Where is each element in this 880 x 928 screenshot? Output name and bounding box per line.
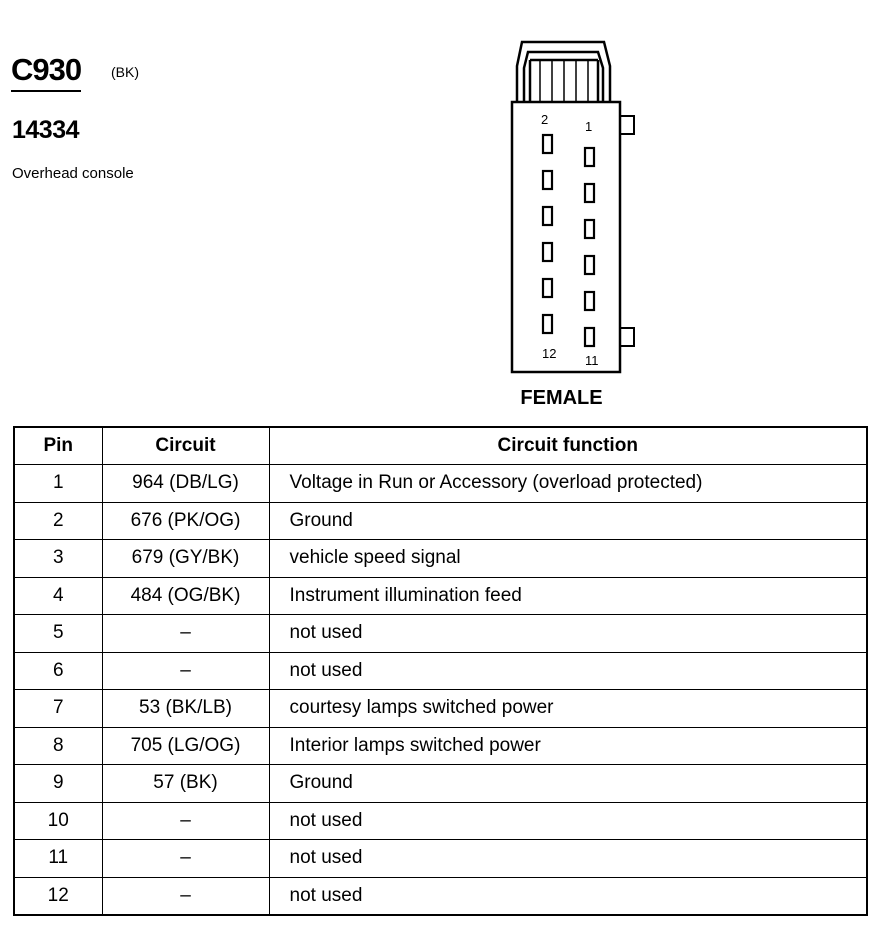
circuit-cell: – xyxy=(102,652,269,690)
table-row xyxy=(14,877,867,915)
table-row xyxy=(14,840,867,878)
pin-cell: 7 xyxy=(14,690,102,728)
pin-cell: 1 xyxy=(14,465,102,503)
function-cell: not used xyxy=(269,802,867,840)
cavity-9 xyxy=(585,292,594,310)
connector-tab-bottom xyxy=(620,328,634,346)
circuit-cell: 705 (LG/OG) xyxy=(102,727,269,765)
table-row xyxy=(14,577,867,615)
table-row xyxy=(14,502,867,540)
pin-cell: 6 xyxy=(14,652,102,690)
pin-label-1: 1 xyxy=(585,119,593,134)
pin-cell: 5 xyxy=(14,615,102,653)
table-row xyxy=(14,690,867,728)
pinout-table xyxy=(13,426,868,916)
header-circuit: Circuit xyxy=(102,427,269,465)
table-row xyxy=(14,802,867,840)
function-cell: Interior lamps switched power xyxy=(269,727,867,765)
header-function: Circuit function xyxy=(269,427,867,465)
cavity-3 xyxy=(585,184,594,202)
function-cell: Ground xyxy=(269,765,867,803)
table-row xyxy=(14,765,867,803)
circuit-cell: 676 (PK/OG) xyxy=(102,502,269,540)
connector-id: C930 xyxy=(11,52,81,92)
connector-location: Overhead console xyxy=(12,165,134,182)
circuit-cell: – xyxy=(102,615,269,653)
connector-color-code: (BK) xyxy=(111,64,139,80)
pin-cell: 10 xyxy=(14,802,102,840)
pin-cell: 11 xyxy=(14,840,102,878)
circuit-cell: 484 (OG/BK) xyxy=(102,577,269,615)
circuit-cell: 679 (GY/BK) xyxy=(102,540,269,578)
table-row xyxy=(14,540,867,578)
circuit-cell: 53 (BK/LB) xyxy=(102,690,269,728)
function-cell: courtesy lamps switched power xyxy=(269,690,867,728)
header-pin: Pin xyxy=(14,427,102,465)
connector-latch xyxy=(517,42,610,102)
cavity-8 xyxy=(543,243,552,261)
pin-cell: 3 xyxy=(14,540,102,578)
pin-cell: 2 xyxy=(14,502,102,540)
function-cell: Voltage in Run or Accessory (overload protected) xyxy=(269,465,867,503)
table-row xyxy=(14,652,867,690)
cavity-12 xyxy=(543,315,552,333)
pin-label-2: 2 xyxy=(541,112,549,127)
circuit-cell: 57 (BK) xyxy=(102,765,269,803)
function-cell: not used xyxy=(269,840,867,878)
cavity-2 xyxy=(543,135,552,153)
pin-cell: 8 xyxy=(14,727,102,765)
part-number: 14334 xyxy=(12,116,80,144)
cavity-7 xyxy=(585,256,594,274)
function-cell: not used xyxy=(269,877,867,915)
table-header-row xyxy=(14,427,867,465)
pin-label-12: 12 xyxy=(542,346,557,361)
cavity-6 xyxy=(543,207,552,225)
circuit-cell: – xyxy=(102,877,269,915)
connector-gender-label: FEMALE xyxy=(520,387,603,409)
connector-face-diagram xyxy=(500,30,640,380)
cavity-11 xyxy=(585,328,594,346)
table-row xyxy=(14,615,867,653)
function-cell: Ground xyxy=(269,502,867,540)
circuit-cell: – xyxy=(102,802,269,840)
function-cell: vehicle speed signal xyxy=(269,540,867,578)
pin-cell: 9 xyxy=(14,765,102,803)
function-cell: not used xyxy=(269,615,867,653)
connector-body xyxy=(512,102,620,372)
pin-cell: 12 xyxy=(14,877,102,915)
pin-cell: 4 xyxy=(14,577,102,615)
connector-tab-top xyxy=(620,116,634,134)
circuit-cell: 964 (DB/LG) xyxy=(102,465,269,503)
function-cell: Instrument illumination feed xyxy=(269,577,867,615)
circuit-cell: – xyxy=(102,840,269,878)
table-row xyxy=(14,727,867,765)
cavity-4 xyxy=(543,171,552,189)
table-row xyxy=(14,465,867,503)
function-cell: not used xyxy=(269,652,867,690)
cavity-5 xyxy=(585,220,594,238)
pin-label-11: 11 xyxy=(585,353,599,368)
cavity-1 xyxy=(585,148,594,166)
cavity-10 xyxy=(543,279,552,297)
